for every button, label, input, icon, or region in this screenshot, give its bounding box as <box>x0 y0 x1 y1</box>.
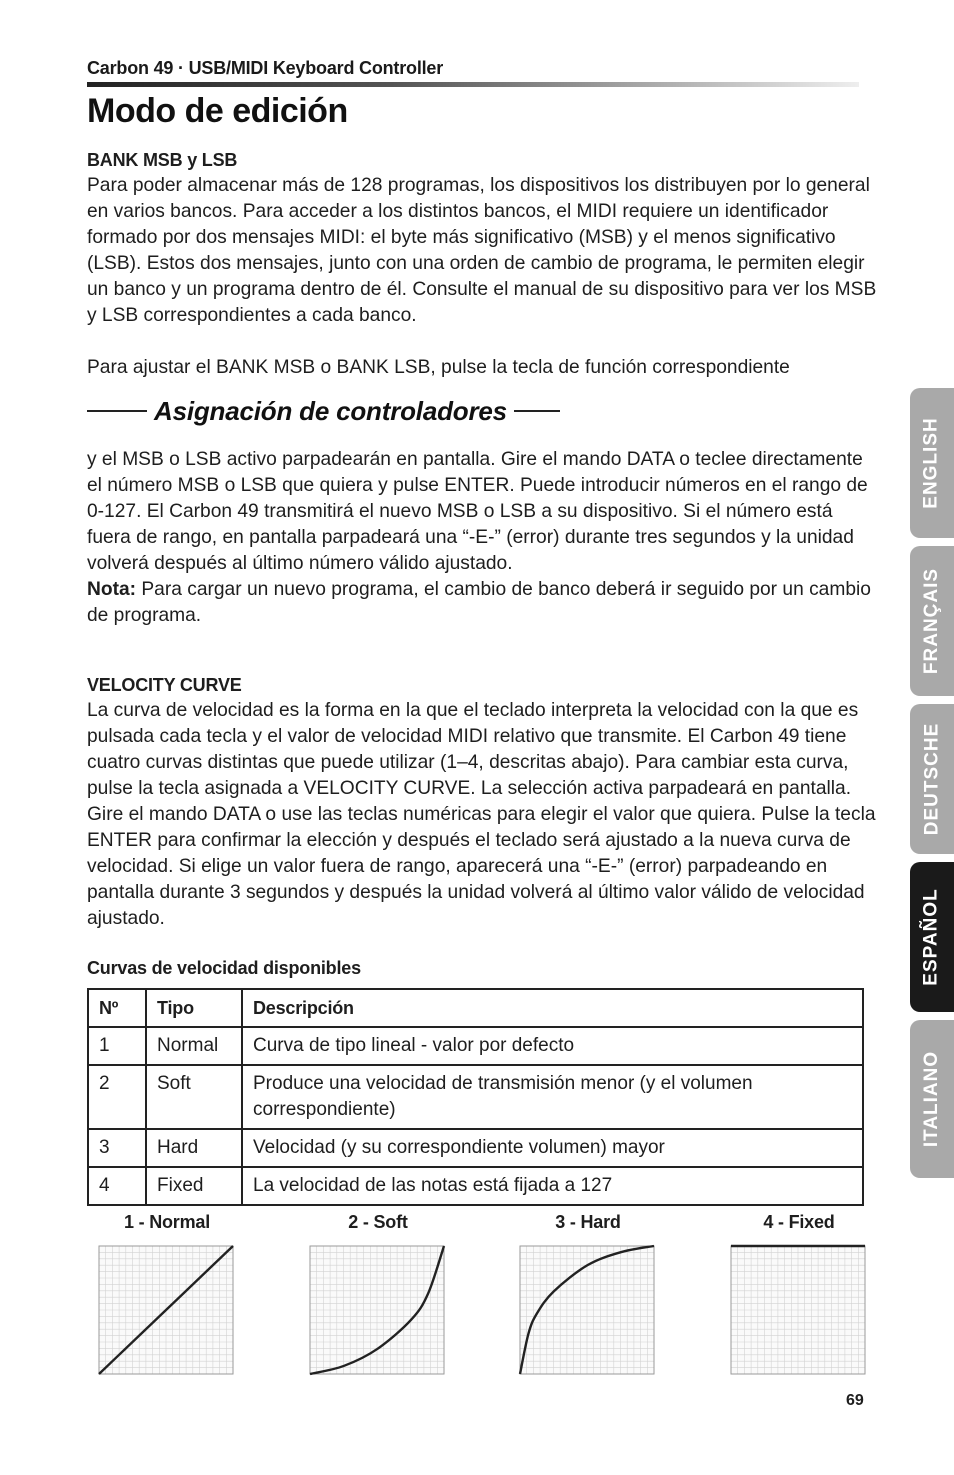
chart-normal <box>87 1212 247 1386</box>
page-title: Modo de edición <box>87 92 348 130</box>
tab-francais-label: FRANÇAIS <box>921 567 943 675</box>
tab-italiano-label: ITALIANO <box>921 1050 942 1148</box>
heading-rule-left <box>87 410 147 412</box>
heading-rule-right <box>514 410 560 412</box>
tab-espanol-label: ESPAÑOL <box>921 888 942 986</box>
cell-type: Soft <box>146 1065 242 1129</box>
cell-number: 3 <box>88 1129 146 1167</box>
tab-deutsche[interactable] <box>910 704 954 854</box>
table-row <box>88 1129 863 1167</box>
chart-hard <box>508 1212 668 1386</box>
chart-svg-soft <box>298 1240 458 1386</box>
table-row <box>88 1065 863 1129</box>
header-rule <box>87 82 859 87</box>
tab-english[interactable] <box>910 388 954 538</box>
tab-deutsche-label: DEUTSCHE <box>921 722 943 836</box>
cell-description: La velocidad de las notas está fijada a 127 <box>242 1167 863 1205</box>
tab-francais[interactable] <box>910 546 954 696</box>
table-row <box>88 1167 863 1205</box>
cell-description: Curva de tipo lineal - valor por defecto <box>242 1027 863 1065</box>
table-caption: Curvas de velocidad disponibles <box>87 958 361 978</box>
note-text: Para cargar un nuevo programa, el cambio de banco deberá ir seguido por un cambio de programa. <box>87 579 871 626</box>
bank-continued-text: y el MSB o LSB activo parpadearán en pantalla. Gire el mando DATA o teclee directamente el número MSB o LSB que quiera y pulse ENTER. Puede introducir números en el rango de 0-127. El Carbon 49 transmitirá el nuevo MSB o LSB a su dispositivo. Si el número está fuera de rango, en pantalla parpadeará una “-E-” (error) durante tres segundos y la unidad volverá después al último número válido ajustado. <box>87 449 868 574</box>
cell-number: 4 <box>88 1167 146 1205</box>
velocity-section <box>87 672 877 932</box>
bank-paragraph-2 <box>87 355 877 381</box>
chart-title-soft: 2 - Soft <box>348 1212 408 1232</box>
col-header-number: Nº <box>88 989 146 1027</box>
header-title: Carbon 49 · USB/MIDI Keyboard Controller <box>87 58 444 78</box>
bank-continued <box>87 447 877 629</box>
chart-soft <box>298 1212 458 1386</box>
bank-heading: BANK MSB y LSB <box>87 150 238 170</box>
table-row <box>88 1027 863 1065</box>
cell-type: Fixed <box>146 1167 242 1205</box>
cell-description: Velocidad (y su correspondiente volumen) mayor <box>242 1129 863 1167</box>
cell-number: 1 <box>88 1027 146 1065</box>
page-number: 69 <box>846 1392 864 1409</box>
section-heading-text: Asignación de controladores <box>154 395 507 426</box>
chart-title-fixed: 4 - Fixed <box>763 1212 835 1232</box>
chart-title-normal: 1 - Normal <box>123 1212 211 1232</box>
note-label: Nota: <box>87 579 137 600</box>
table-header-row <box>88 989 863 1027</box>
velocity-curves-table <box>87 988 864 1206</box>
bank-paragraph: Para poder almacenar más de 128 programas, los dispositivos los distribuyen por lo general en varios bancos. Para acceder a los distintos bancos, el MIDI requiere un identificador formado por dos mensajes MIDI: el byte más significativo (MSB) y el menos significativo (LSB). Estos dos mensajes, junto con una orden de cambio de programa, le permiten elegir un banco y un programa dentro de él. Consulte el manual de su dispositivo para ver los MSB y LSB correspondientes a cada banco. <box>87 175 877 326</box>
chart-svg-fixed <box>719 1240 879 1386</box>
bank-adjust-text: Para ajustar el BANK MSB o BANK LSB, pulse la tecla de función correspondiente <box>87 357 790 378</box>
chart-svg-hard <box>508 1240 668 1386</box>
col-header-description: Descripción <box>242 989 863 1027</box>
chart-svg-normal <box>87 1240 247 1386</box>
chart-title-hard: 3 - Hard <box>555 1212 621 1232</box>
cell-number: 2 <box>88 1065 146 1129</box>
cell-type: Normal <box>146 1027 242 1065</box>
velocity-paragraph: La curva de velocidad es la forma en la que el teclado interpreta la velocidad con la que es pulsada cada tecla y el valor de velocidad MIDI relativo que transmite. El Carbon 49 tiene cuatro curvas distintas que puede utilizar (1–4, descritas abajo). Para cambiar esta curva, pulse la tecla asignada a VELOCITY CURVE. La selección activa parpadeará en pantalla. Gire el mando DATA o use las teclas numéricas para elegir el valor que quiera. Pulse la tecla ENTER para confirmar la elección y después el teclado será ajustado a la nueva curva de velocidad. Si elige un valor fuera de rango, aparecerá una “-E-” (error) parpadeando en pantalla durante 3 segundos y después la unidad volverá al último valor válido de velocidad ajustado. <box>87 700 876 929</box>
cell-description: Produce una velocidad de transmisión menor (y el volumen correspondiente) <box>242 1065 863 1129</box>
section-heading <box>87 394 560 428</box>
tab-english-label: ENGLISH <box>921 417 943 509</box>
velocity-heading: VELOCITY CURVE <box>87 675 242 695</box>
note <box>87 577 877 629</box>
tab-italiano[interactable] <box>910 1020 954 1178</box>
bank-section <box>87 147 877 329</box>
chart-fixed <box>719 1212 879 1386</box>
cell-type: Hard <box>146 1129 242 1167</box>
tab-espanol[interactable] <box>910 862 954 1012</box>
col-header-type: Tipo <box>146 989 242 1027</box>
